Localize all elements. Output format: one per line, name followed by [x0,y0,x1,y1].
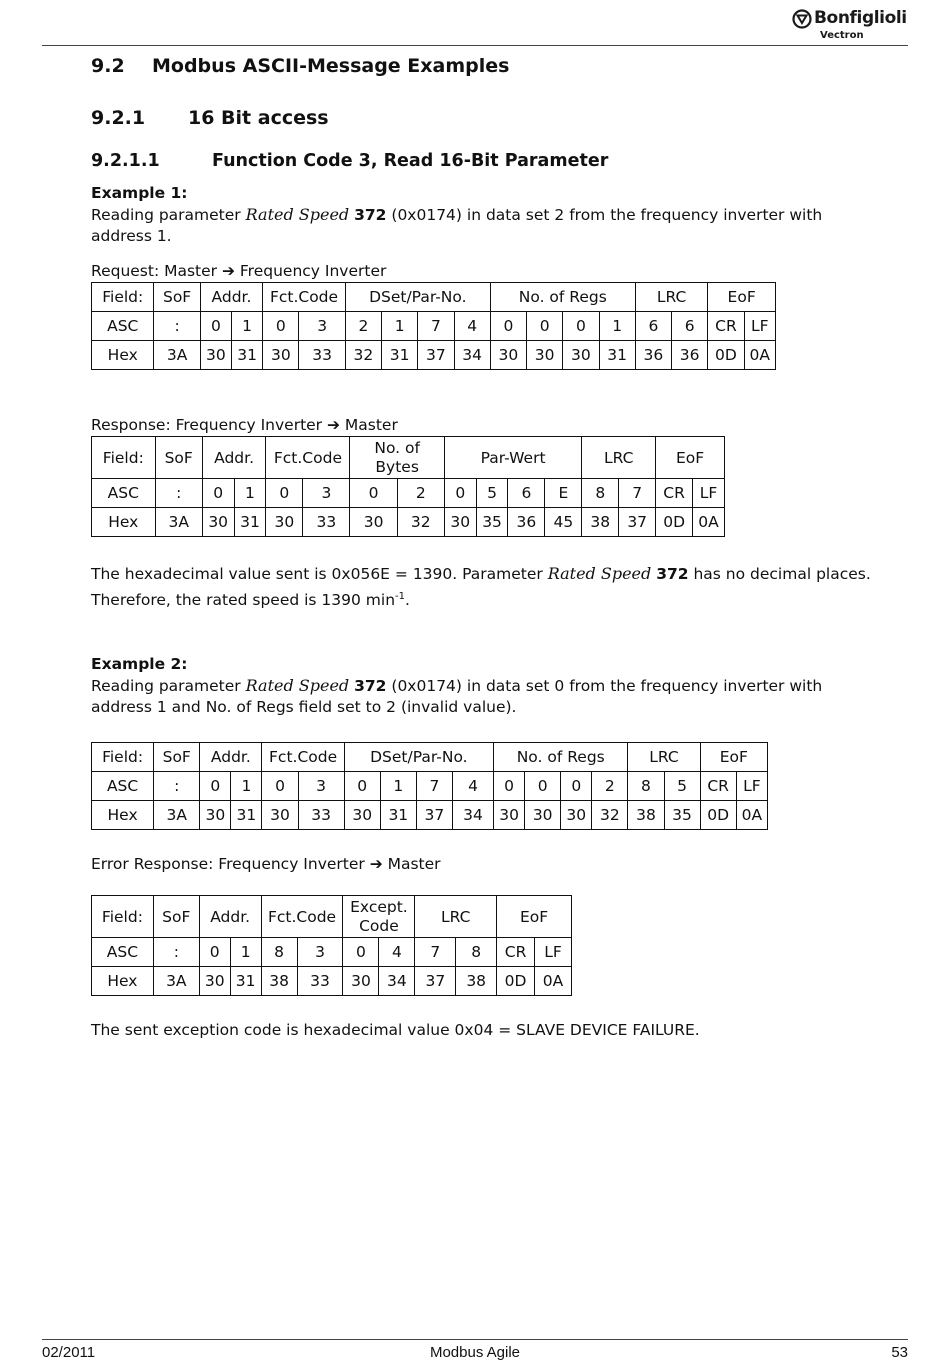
value-cell: 1 [380,772,416,801]
value-cell: 30 [200,801,231,830]
value-cell: 0 [444,479,476,508]
asc-row [92,772,768,801]
header-cell: EoF [708,283,776,312]
value-cell: 0 [350,479,397,508]
value-cell: 30 [266,508,303,537]
value-cell: 8 [582,479,619,508]
value-cell: 0 [563,312,599,341]
header-cell: Field: [92,437,156,479]
value-cell: 31 [599,341,635,370]
value-cell: 34 [452,801,493,830]
header-cell: LRC [582,437,656,479]
value-cell: 5 [476,479,508,508]
value-cell: 1 [230,938,261,967]
value-cell: 31 [230,967,261,996]
header-cell: Addr. [199,896,261,938]
value-cell: 2 [592,772,628,801]
header-cell: Addr. [200,283,262,312]
row-label-cell: ASC [92,479,156,508]
value-cell: 31 [231,801,262,830]
result-text-c: Therefore, the rated speed is 1390 min [91,591,396,609]
header-row [92,896,572,938]
brand-subname: Vectron [820,30,864,41]
value-cell: 3A [155,508,202,537]
value-cell: 1 [232,312,263,341]
value-cell: 8 [261,938,297,967]
value-cell: 0 [202,479,234,508]
value-cell: 34 [454,341,490,370]
header-cell: Fct.Code [263,283,346,312]
value-cell: 7 [418,312,454,341]
value-cell: 0A [693,508,725,537]
value-cell: 0 [525,772,561,801]
value-cell: 1 [599,312,635,341]
value-cell: 38 [582,508,619,537]
param-number: 372 [354,677,387,695]
section-number: 9.2.1.1 [91,151,160,171]
header-row [92,283,776,312]
section-heading-9-2-1-1 [91,151,891,175]
request-caption: Request: Master ➔ Frequency Inverter [91,262,387,280]
value-cell: 37 [418,341,454,370]
value-cell: : [155,479,202,508]
request-table-2 [91,742,768,830]
value-cell: 45 [545,508,582,537]
header-row [92,437,725,479]
response-caption: Response: Frequency Inverter ➔ Master [91,416,398,434]
unit-exponent: -1 [395,590,406,602]
value-cell: 0 [527,312,563,341]
hex-row [92,967,572,996]
section-title: Modbus ASCII-Message Examples [152,55,510,77]
value-cell: 4 [454,312,490,341]
header-cell: Addr. [202,437,266,479]
value-cell: LF [736,772,767,801]
header-cell: No. of Regs [494,743,628,772]
value-cell: 36 [672,341,708,370]
value-cell: 36 [635,341,671,370]
value-cell: 30 [263,341,299,370]
value-cell: 37 [416,801,452,830]
value-cell: 30 [200,341,231,370]
param-number: 372 [354,206,387,224]
value-cell: 33 [299,341,345,370]
value-cell: 32 [397,508,444,537]
value-cell: 0D [497,967,535,996]
value-cell: 0 [344,772,380,801]
value-cell: 32 [345,341,381,370]
section-heading-9-2 [91,55,891,81]
value-cell: 5 [664,772,700,801]
value-cell: 37 [415,967,456,996]
value-cell: : [154,772,200,801]
value-cell: 7 [619,479,656,508]
param-name: Rated Speed [245,205,350,224]
value-cell: 0D [708,341,744,370]
response-table-1 [91,436,725,537]
value-cell: 30 [199,967,230,996]
header-cell: SoF [154,283,200,312]
section-heading-9-2-1 [91,107,891,133]
value-cell: 30 [262,801,298,830]
value-cell: 0 [266,479,303,508]
value-cell: 6 [508,479,545,508]
value-cell: 35 [476,508,508,537]
bonfiglioli-logo-icon [792,9,812,29]
value-cell: 0A [736,801,767,830]
header-cell: Field: [92,743,154,772]
value-cell: 7 [416,772,452,801]
value-cell: CR [656,479,693,508]
header-cell: DSet/Par-No. [344,743,493,772]
section-title: 16 Bit access [188,107,329,129]
value-cell: 32 [592,801,628,830]
value-cell: 0 [494,772,525,801]
result-text-end: . [405,591,410,609]
intro-text: Reading parameter [91,677,246,695]
header-cell: Except. Code [343,896,415,938]
value-cell: 2 [397,479,444,508]
header-cell: SoF [154,743,200,772]
hex-row [92,801,768,830]
row-label-cell: Hex [92,508,156,537]
value-cell: 35 [664,801,700,830]
intro-text: (0x0174) in data set 0 from the frequency inverter with address 1 and No. of Regs field set to 2 (invalid value). [91,677,823,716]
bonfiglioli-logo [792,8,908,44]
error-table [91,895,572,996]
value-cell: 38 [261,967,297,996]
value-cell: 0D [700,801,736,830]
value-cell: CR [497,938,535,967]
value-cell: 30 [344,801,380,830]
intro-text: (0x0174) in data set 2 from the frequency inverter with address 1. [91,206,823,245]
value-cell: 4 [452,772,493,801]
header-cell: No. of Bytes [350,437,444,479]
example-1-label: Example 1: [91,184,188,202]
value-cell: 0 [262,772,298,801]
value-cell: LF [535,938,572,967]
value-cell: CR [708,312,744,341]
row-label-cell: ASC [92,312,154,341]
row-label-cell: ASC [92,938,154,967]
value-cell: 3A [153,967,199,996]
value-cell: 4 [379,938,415,967]
row-label-cell: Hex [92,341,154,370]
header-cell: DSet/Par-No. [345,283,490,312]
value-cell: 2 [345,312,381,341]
value-cell: 0 [200,312,231,341]
error-caption: Error Response: Frequency Inverter ➔ Master [91,855,441,873]
value-cell: 3 [299,312,345,341]
header-cell: LRC [415,896,497,938]
value-cell: 38 [628,801,664,830]
asc-row [92,479,725,508]
value-cell: 30 [490,341,526,370]
value-cell: 30 [494,801,525,830]
header-cell: LRC [628,743,700,772]
value-cell: 0 [343,938,379,967]
value-cell: 30 [444,508,476,537]
result-text [91,561,891,613]
asc-row [92,938,572,967]
value-cell: 31 [234,508,266,537]
header-cell: Fct.Code [266,437,350,479]
row-label-cell: Hex [92,967,154,996]
header-cell: Field: [92,896,154,938]
value-cell: 31 [382,341,418,370]
value-cell: 38 [456,967,497,996]
header-cell: Fct.Code [261,896,343,938]
header-cell: No. of Regs [490,283,635,312]
value-cell: 31 [232,341,263,370]
row-label-cell: ASC [92,772,154,801]
value-cell: 8 [628,772,664,801]
value-cell: 3 [303,479,350,508]
brand-name: Bonfiglioli [814,8,907,28]
hex-row [92,341,776,370]
section-number: 9.2.1 [91,107,146,129]
value-cell: LF [693,479,725,508]
value-cell: 0 [200,772,231,801]
value-cell: 0 [263,312,299,341]
value-cell: 33 [297,967,343,996]
result-text-b: has no decimal places. [688,565,871,583]
value-cell: 0A [744,341,775,370]
value-cell: E [545,479,582,508]
value-cell: 3 [298,772,344,801]
header-cell: LRC [635,283,708,312]
value-cell: 6 [672,312,708,341]
value-cell: 30 [350,508,397,537]
value-cell: 33 [298,801,344,830]
header-cell: Field: [92,283,154,312]
param-name: Rated Speed [547,564,652,583]
header-cell: Fct.Code [262,743,344,772]
intro-text: Reading parameter [91,206,246,224]
value-cell: 1 [234,479,266,508]
value-cell: 36 [508,508,545,537]
value-cell: : [154,312,200,341]
header-cell: EoF [700,743,767,772]
footer-date: 02/2011 [42,1344,96,1361]
request-table-1 [91,282,776,370]
value-cell: 1 [382,312,418,341]
value-cell: 30 [527,341,563,370]
header-cell: Addr. [200,743,262,772]
header-row [92,743,768,772]
value-cell: 30 [563,341,599,370]
exception-text: The sent exception code is hexadecimal value 0x04 = SLAVE DEVICE FAILURE. [91,1021,700,1039]
hex-row [92,508,725,537]
footer-rule [42,1339,908,1340]
value-cell: : [153,938,199,967]
value-cell: 34 [379,967,415,996]
footer-title: Modbus Agile [429,1344,521,1361]
param-name: Rated Speed [245,676,350,695]
example-2-intro [91,675,871,718]
header-cell: Par-Wert [444,437,581,479]
row-label-cell: Hex [92,801,154,830]
example-2-label: Example 2: [91,655,188,673]
value-cell: 6 [635,312,671,341]
header-cell: EoF [497,896,572,938]
value-cell: 30 [561,801,592,830]
value-cell: 3A [154,341,200,370]
value-cell: 33 [303,508,350,537]
value-cell: 8 [456,938,497,967]
section-number: 9.2 [91,55,125,77]
header-cell: EoF [656,437,725,479]
value-cell: 37 [619,508,656,537]
value-cell: 0 [199,938,230,967]
footer-page-number: 53 [891,1344,908,1361]
header-rule [42,45,908,46]
example-1-intro [91,204,871,247]
value-cell: LF [744,312,775,341]
value-cell: 0A [535,967,572,996]
value-cell: 31 [380,801,416,830]
value-cell: 30 [525,801,561,830]
asc-row [92,312,776,341]
value-cell: 30 [202,508,234,537]
value-cell: 30 [343,967,379,996]
value-cell: 1 [231,772,262,801]
value-cell: 3A [154,801,200,830]
result-text-a: The hexadecimal value sent is 0x056E = 1390. Parameter [91,565,548,583]
value-cell: 7 [415,938,456,967]
section-title: Function Code 3, Read 16-Bit Parameter [212,151,609,171]
header-cell: SoF [153,896,199,938]
value-cell: 0 [490,312,526,341]
value-cell: 0 [561,772,592,801]
value-cell: 3 [297,938,343,967]
value-cell: CR [700,772,736,801]
param-number: 372 [656,565,689,583]
header-cell: SoF [155,437,202,479]
value-cell: 0D [656,508,693,537]
